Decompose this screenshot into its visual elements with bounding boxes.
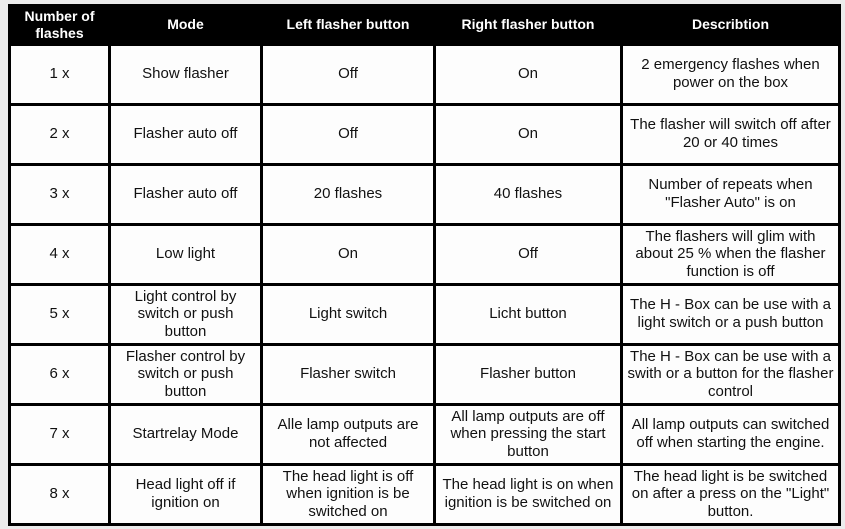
table-cell: Flasher control by switch or push button: [110, 344, 262, 404]
table-row: [10, 104, 840, 164]
table-row: [10, 404, 840, 464]
table-cell: Off: [262, 44, 435, 104]
column-header: Left flasher button: [262, 6, 435, 45]
table-cell: Light control by switch or push button: [110, 284, 262, 344]
table-cell: Flasher auto off: [110, 104, 262, 164]
table-row: [10, 44, 840, 104]
table-cell: Show flasher: [110, 44, 262, 104]
table-cell: The flashers will glim with about 25 % when the flasher function is off: [622, 224, 840, 284]
table-cell: The H - Box can be use with a swith or a button for the flasher control: [622, 344, 840, 404]
column-header: Mode: [110, 6, 262, 45]
table-cell: Startrelay Mode: [110, 404, 262, 464]
table-cell: All lamp outputs can switched off when starting the engine.: [622, 404, 840, 464]
table-cell: Low light: [110, 224, 262, 284]
table-row: [10, 464, 840, 524]
table-cell: 1 x: [10, 44, 110, 104]
table-cell: On: [435, 104, 622, 164]
column-header: Number of flashes: [10, 6, 110, 45]
table-row: [10, 344, 840, 404]
table-cell: Flasher button: [435, 344, 622, 404]
header-row: [10, 6, 840, 45]
table-cell: The head light is be switched on after a press on the "Light" button.: [622, 464, 840, 524]
table-cell: Flasher auto off: [110, 164, 262, 224]
table-cell: 4 x: [10, 224, 110, 284]
table-cell: 20 flashes: [262, 164, 435, 224]
column-header: Right flasher button: [435, 6, 622, 45]
table-row: [10, 224, 840, 284]
table-cell: Number of repeats when "Flasher Auto" is on: [622, 164, 840, 224]
table-cell: Alle lamp outputs are not affected: [262, 404, 435, 464]
table-cell: Head light off if ignition on: [110, 464, 262, 524]
column-header: Describtion: [622, 6, 840, 45]
table-cell: 40 flashes: [435, 164, 622, 224]
table-body: [10, 44, 840, 524]
flasher-mode-table: [8, 4, 841, 526]
table-cell: The head light is on when ignition is be switched on: [435, 464, 622, 524]
table-cell: 2 x: [10, 104, 110, 164]
table-cell: On: [262, 224, 435, 284]
table-cell: Light switch: [262, 284, 435, 344]
table-row: [10, 164, 840, 224]
table-cell: Off: [262, 104, 435, 164]
table-cell: Flasher switch: [262, 344, 435, 404]
table-cell: The head light is off when ignition is be switched on: [262, 464, 435, 524]
table-cell: 5 x: [10, 284, 110, 344]
table-cell: Licht button: [435, 284, 622, 344]
table-cell: 7 x: [10, 404, 110, 464]
table-cell: 6 x: [10, 344, 110, 404]
table-row: [10, 284, 840, 344]
table-cell: The flasher will switch off after 20 or 40 times: [622, 104, 840, 164]
table-cell: On: [435, 44, 622, 104]
table-cell: Off: [435, 224, 622, 284]
table-cell: 8 x: [10, 464, 110, 524]
table-cell: The H - Box can be use with a light switch or a push button: [622, 284, 840, 344]
table-cell: 2 emergency flashes when power on the box: [622, 44, 840, 104]
table-cell: 3 x: [10, 164, 110, 224]
table-cell: All lamp outputs are off when pressing the start button: [435, 404, 622, 464]
